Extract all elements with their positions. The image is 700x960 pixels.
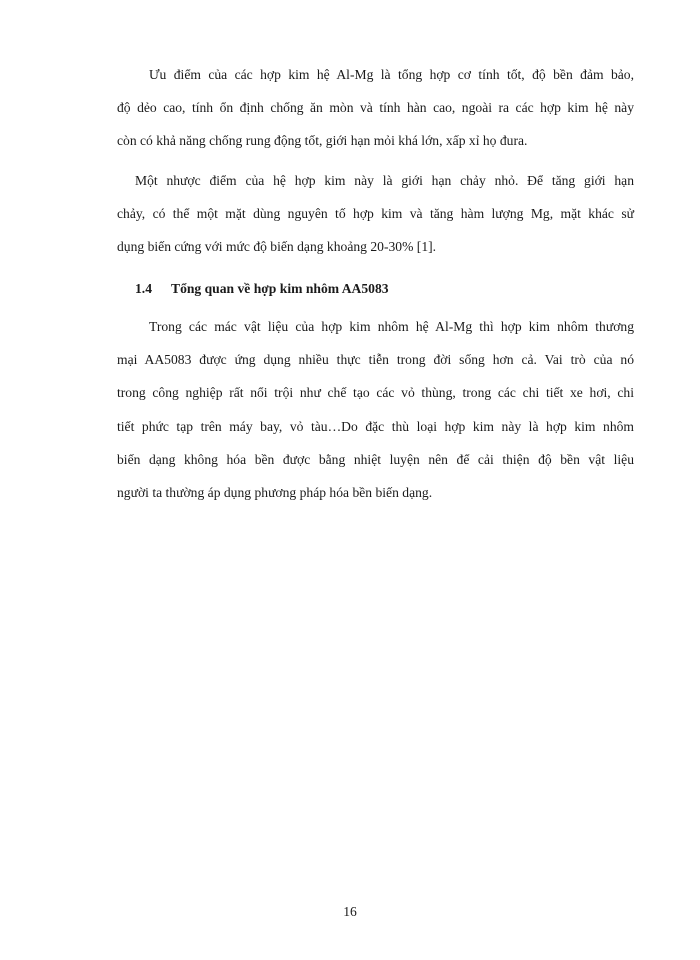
text-line: Một nhược điểm của hệ hợp kim này là giới hạn chảy nhỏ. Để tăng giới hạn (135, 173, 634, 188)
page-number: 16 (343, 904, 357, 919)
text-line: người ta thường áp dụng phương pháp hóa bền biến dạng. (117, 485, 433, 500)
text-line: tiết phức tạp trên máy bay, vỏ tàu…Do đặc thù loại hợp kim này là hợp kim nhôm (117, 419, 634, 434)
section-number: 1.4 (135, 281, 152, 296)
section-title: Tổng quan về hợp kim nhôm AA5083 (171, 281, 389, 296)
text-line: Ưu điểm của các hợp kim hệ Al-Mg là tổng hợp cơ tính tốt, độ bền đảm bảo, (149, 67, 634, 82)
text-line: mại AA5083 được ứng dụng nhiều thực tiễn trong đời sống hơn cả. Vai trò của nó (117, 352, 634, 367)
text-line: dụng biến cứng với mức độ biến dạng khoảng 20-30% [1]. (117, 239, 437, 254)
text-line: còn có khả năng chống rung động tốt, giới hạn mỏi khá lớn, xấp xỉ họ đura. (117, 133, 528, 148)
text-line: Trong các mác vật liệu của hợp kim nhôm hệ Al-Mg thì hợp kim nhôm thương (149, 319, 634, 334)
text-line: biến dạng không hóa bền được bằng nhiệt luyện nên để cải thiện độ bền vật liệu (117, 452, 634, 467)
text-line: độ dẻo cao, tính ổn định chống ăn mòn và tính hàn cao, ngoài ra các hợp kim hệ này (117, 100, 634, 115)
section-heading (135, 281, 389, 297)
text-line: chảy, có thể một mặt dùng nguyên tố hợp kim và tăng hàm lượng Mg, mặt khác sử (117, 206, 634, 221)
text-line: trong công nghiệp rất nổi trội như chế tạo các vỏ thùng, trong các chi tiết xe hơi, chi (117, 385, 634, 400)
